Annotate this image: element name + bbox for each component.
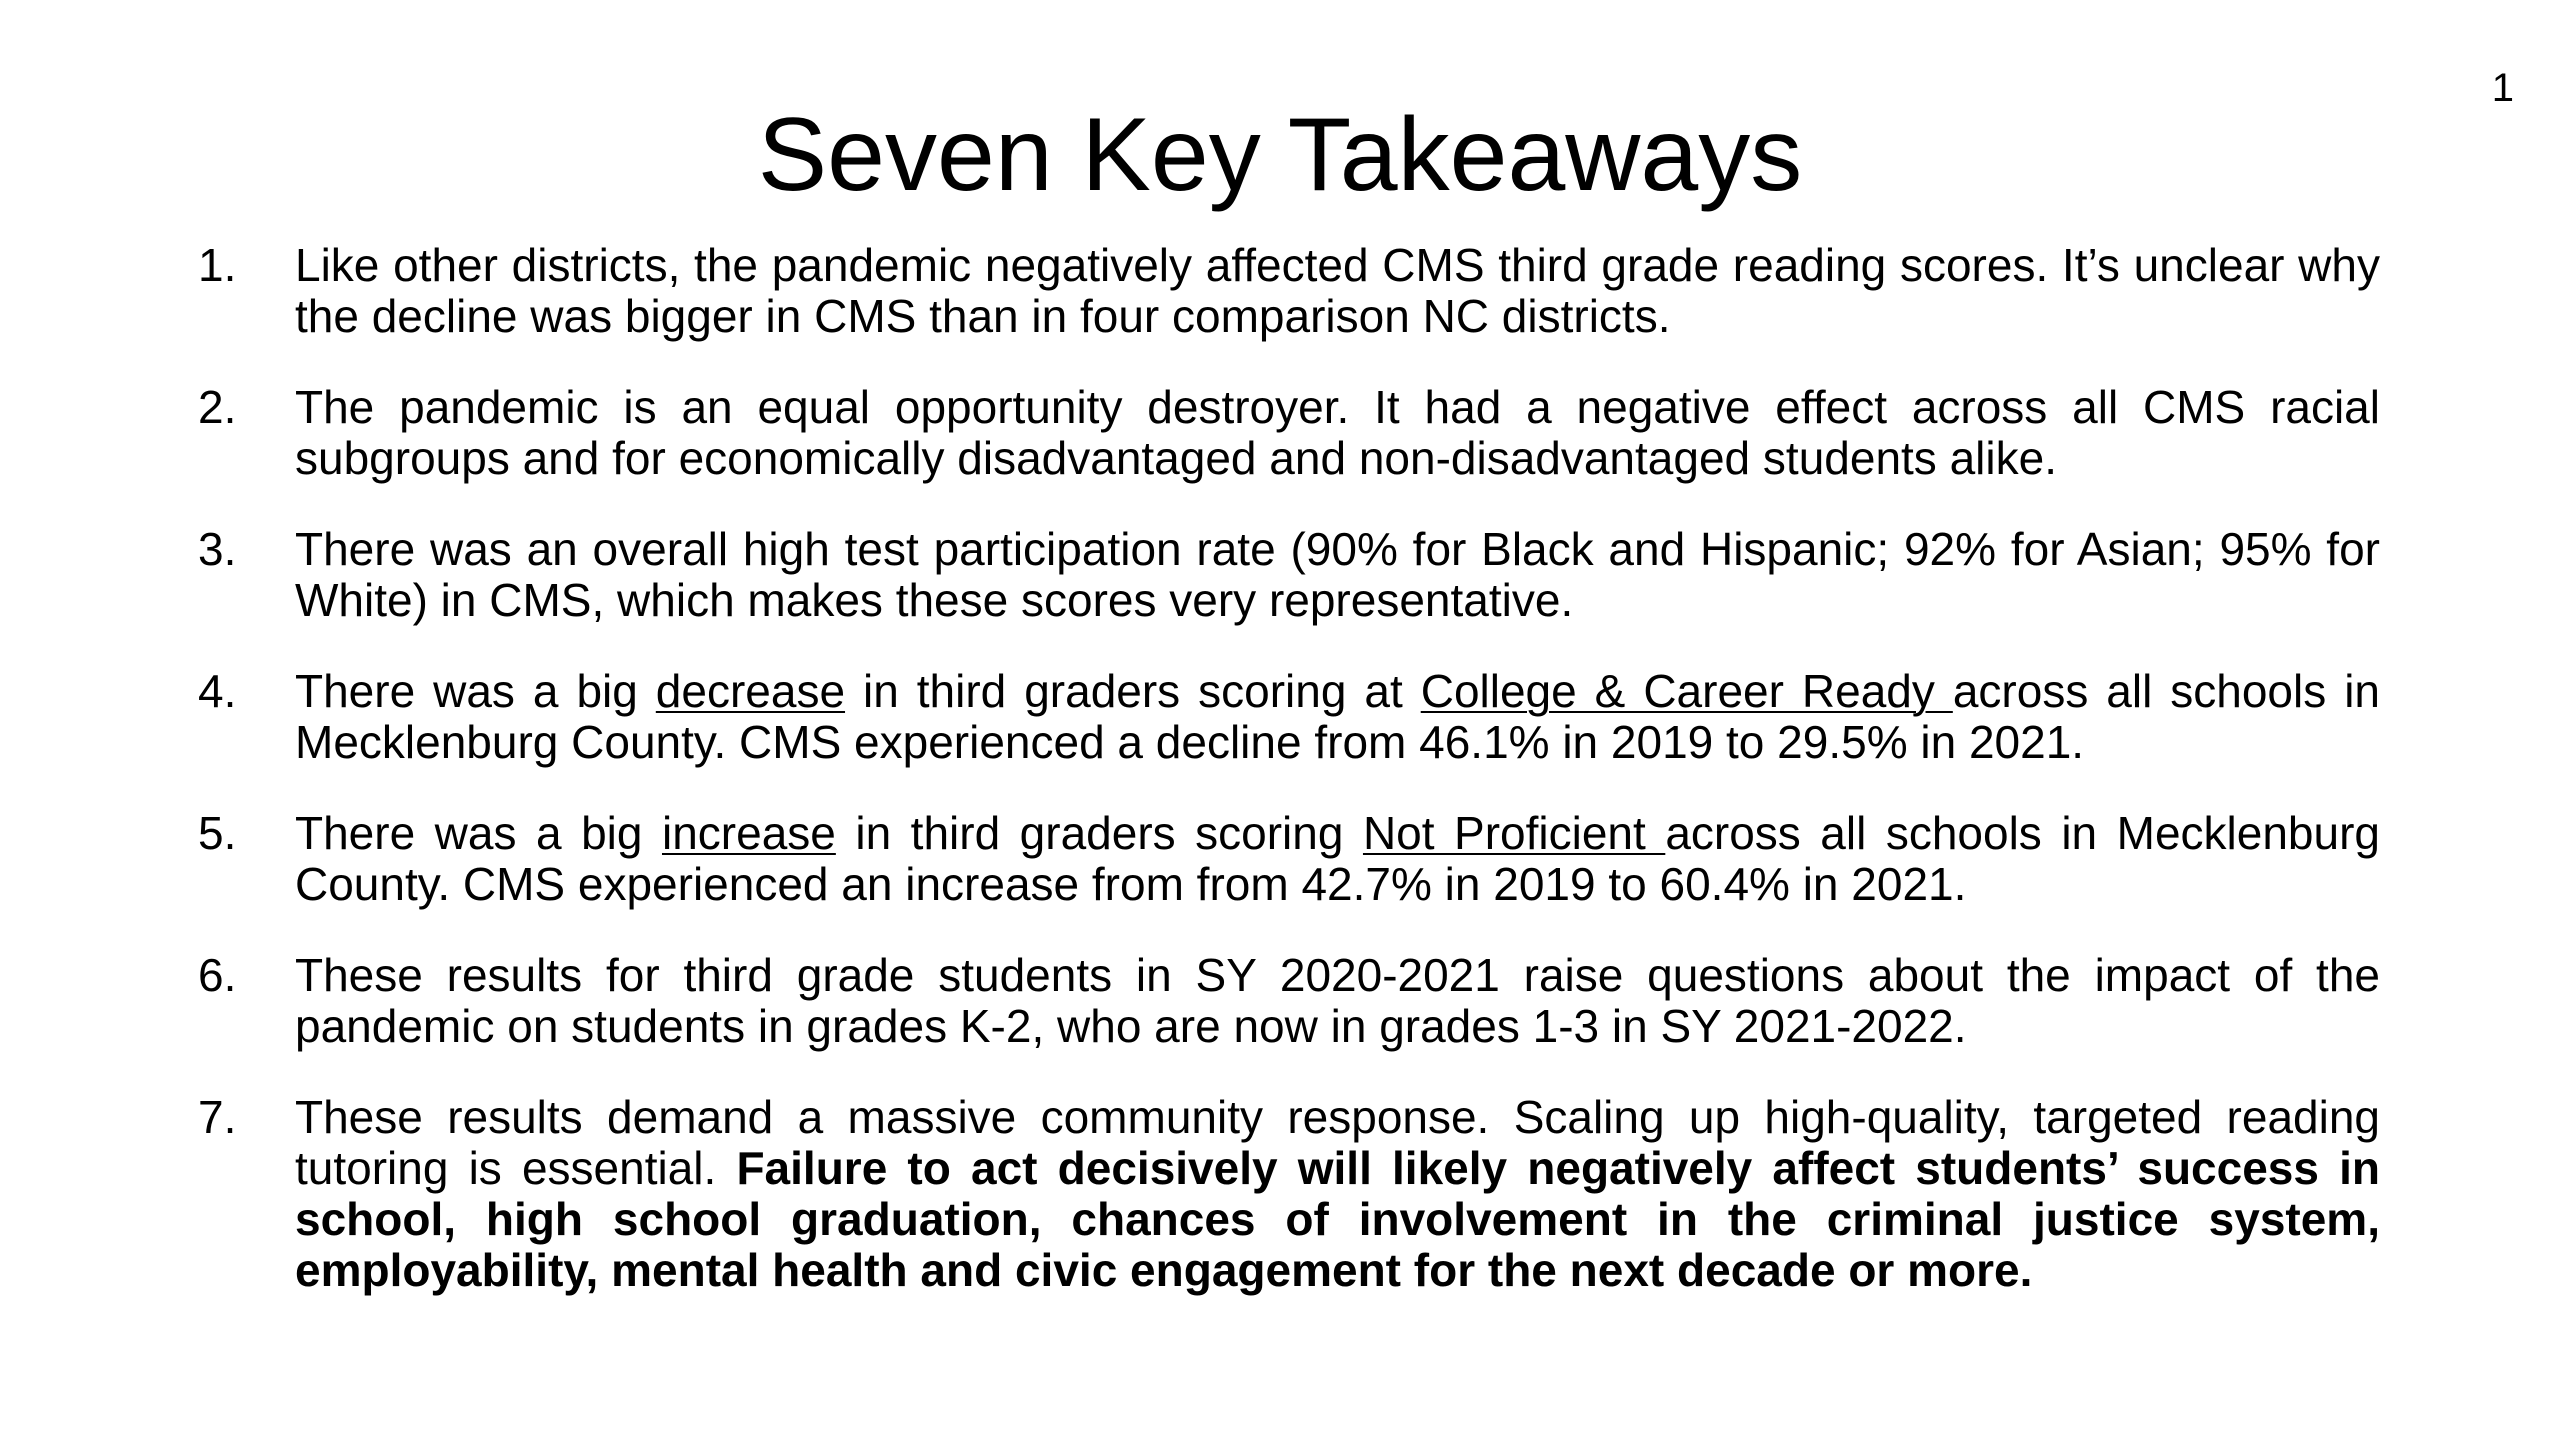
item-text: Like other districts, the pandemic negatively affected CMS third grade reading scores. It’s unclear why the decline was bigger in CMS than in four comparison NC districts. (295, 239, 2380, 342)
takeaway-item (188, 382, 2380, 484)
item-text-part: in third graders scoring at (845, 665, 1421, 717)
takeaway-item (188, 666, 2380, 768)
page-number: 1 (2491, 66, 2514, 110)
underlined-term: Not Proficient (1362, 807, 1666, 859)
item-text: The pandemic is an equal opportunity destroyer. It had a negative effect across all CMS racial subgroups and for economically disadvantaged and non-disadvantaged students alike. (295, 381, 2380, 484)
takeaway-item (188, 950, 2380, 1052)
item-number: 6. (198, 949, 237, 1001)
item-text: These results demand a massive community response. Scaling up high-quality, targeted reading tutoring is essential. (295, 1091, 2380, 1194)
item-text-part: There was a big (295, 665, 656, 717)
item-number: 4. (198, 665, 237, 717)
item-number: 1. (198, 239, 237, 291)
slide-title: Seven Key Takeaways (757, 97, 1803, 213)
takeaway-item (188, 240, 2380, 342)
item-number: 7. (198, 1091, 237, 1143)
item-text-part: in third graders scoring (835, 807, 1363, 859)
underlined-term: decrease (655, 665, 846, 717)
underlined-term: increase (661, 807, 836, 859)
item-number: 5. (198, 807, 237, 859)
item-number: 3. (198, 523, 237, 575)
bold-emphasis: Failure to act decisively will likely negatively affect students’ success in school, high school graduation, chances of involvement in the criminal justice system, employability, mental health and civic engagement for the next decade or more. (295, 1142, 2380, 1296)
item-number: 2. (198, 381, 237, 433)
item-text-part: across all schools in Mecklenburg County. CMS experienced a decline from 46.1% in 2019 to 29.5% in 2021. (295, 665, 2380, 768)
takeaways-list (188, 240, 2380, 1336)
takeaway-item (188, 1092, 2380, 1296)
underlined-term: College & Career Ready (1420, 665, 1953, 717)
item-text: These results for third grade students in SY 2020-2021 raise questions about the impact of the pandemic on students in grades K-2, who are now in grades 1-3 in SY 2021-2022. (295, 949, 2380, 1052)
takeaway-item (188, 808, 2380, 910)
item-text-part: across all schools in Mecklenburg County. CMS experienced an increase from from 42.7% in 2019 to 60.4% in 2021. (295, 807, 2380, 910)
takeaway-item (188, 524, 2380, 626)
item-text-part: There was a big (295, 807, 662, 859)
item-text: There was an overall high test participation rate (90% for Black and Hispanic; 92% for Asian; 95% for White) in CMS, which makes these scores very representative. (295, 523, 2380, 626)
